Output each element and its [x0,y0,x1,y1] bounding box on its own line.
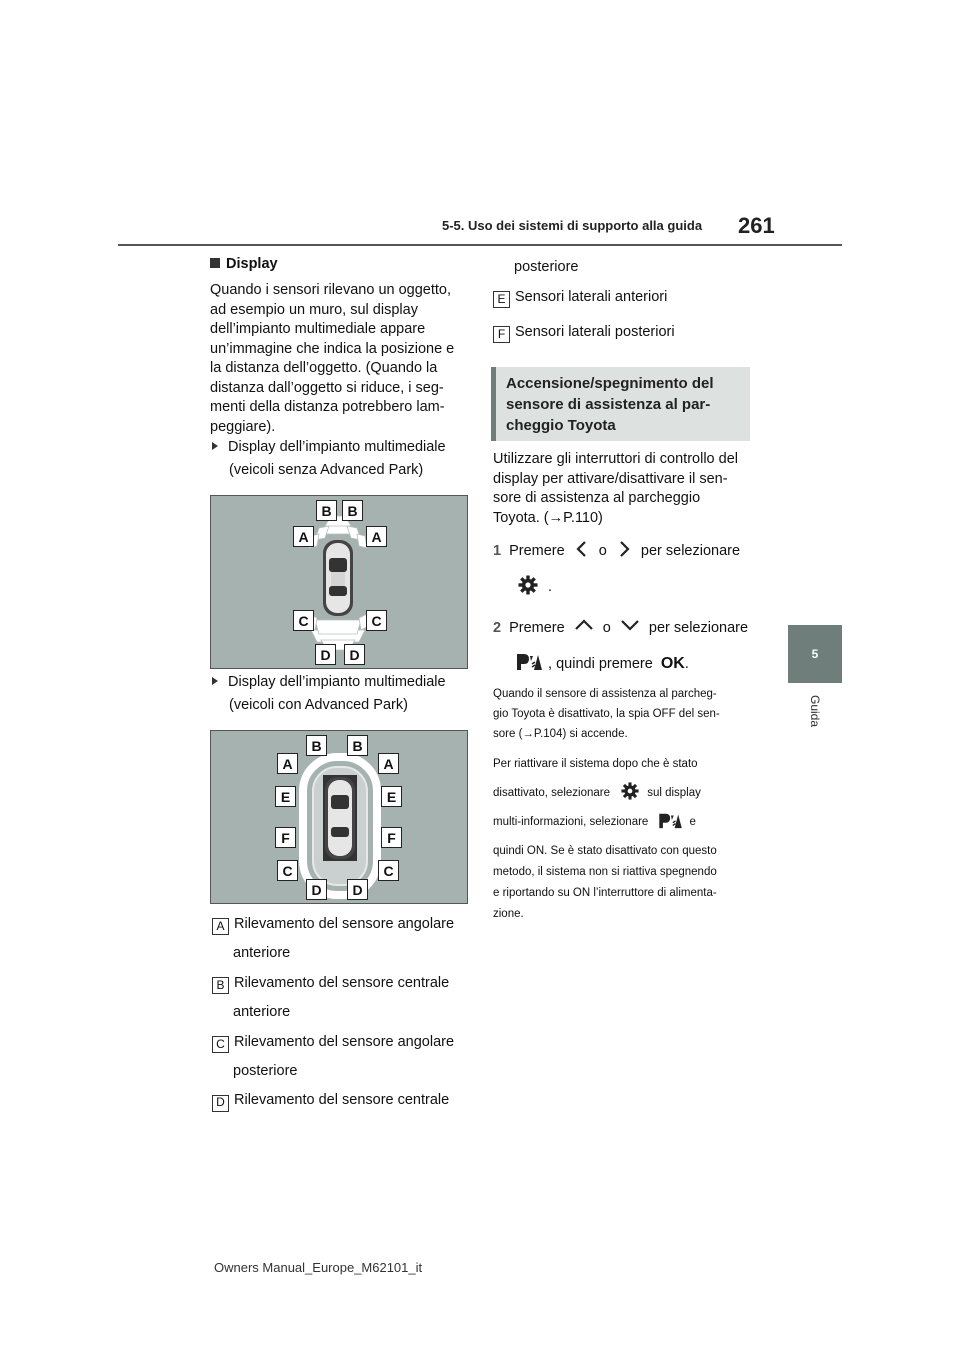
chapter-label: Guida [808,695,822,728]
legend-item-d: D Rilevamento del sensore centrale [212,1091,472,1111]
car-sensor-diagram-2 [211,731,467,903]
display-heading: Display [210,256,278,272]
label-c: C [293,610,314,631]
chevron-down-icon [620,618,640,632]
intro-paragraph: Utilizzare gli interruttori di controllo del display per attivare/disattivare il sen- sore di assistenza al parcheggio Toyota. (→P.110) [493,451,738,526]
step-1: 1 Premere o per selezionare [493,540,740,562]
note-2: Per riattivare il sistema dopo che è stato disattivato, selezionare sul display multi-informazioni, selezionare e quindi ON. Se è stato disattivato con questo metodo, il sistema non si riattiva spegnendo e riportando su ON l’interruttore di alimenta- zione. [493,758,717,920]
parking-sensor-icon [658,811,684,829]
section-title: 5-5. Uso dei sistemi di supporto alla guida [442,218,703,233]
triangle-bullet-icon [212,442,218,450]
label-d: D [344,644,365,665]
step-2-icon-line: , quindi premere OK. [516,651,689,675]
label-a: A [366,526,387,547]
label-d: D [306,879,327,900]
chevron-left-icon [575,540,589,558]
legend-item-e: E Sensori laterali anteriori [493,288,667,308]
step-2: 2 Premere o per selezionare [493,620,749,636]
chapter-number: 5 [811,647,819,661]
bullet-without-advanced-park: Display dell’impianto multimediale (veicoli senza Advanced Park) [212,438,446,480]
legend-list: A Rilevamento del sensore angolare anteriore B Rilevamento del sensore centrale anteriore C Rilevamento del sensore angolare posteriore D Rilevamento del sensore centrale [212,915,472,1112]
bullet-with-advanced-park: Display dell’impianto multimediale (veicoli con Advanced Park) [212,673,446,715]
label-f: F [275,827,296,848]
label-a: A [277,753,298,774]
label-a: A [378,753,399,774]
sensor-display-figure-1 [210,495,468,669]
ok-button-icon: OK [660,655,685,672]
chevron-up-icon [574,618,594,632]
label-c: C [378,860,399,881]
chapter-tab [788,625,842,683]
label-e: E [275,786,296,807]
legend-continuation: posteriore [514,259,579,275]
label-c: C [366,610,387,631]
legend-item-c: C Rilevamento del sensore angolare [212,1033,472,1053]
label-c: C [277,860,298,881]
square-bullet-icon [210,258,220,268]
legend-item-f: F Sensori laterali posteriori [493,323,675,343]
legend-item-a: A Rilevamento del sensore angolare [212,915,472,935]
legend-item-b: B Rilevamento del sensore centrale [212,974,472,994]
gear-icon [518,575,538,595]
parking-sensor-icon [516,651,544,671]
gear-icon [621,782,639,800]
label-f: F [381,827,402,848]
section-heading: Accensione/spegnimento del sensore di assistenza al par- cheggio Toyota [506,375,714,434]
car-sensor-diagram-1 [211,496,467,668]
label-b: B [347,735,368,756]
label-b: B [316,500,337,521]
section-heading-box [491,367,750,441]
label-b: B [342,500,363,521]
display-paragraph: Quando i sensori rilevano un oggetto, ad esempio un muro, sul display dell’impianto multimediale appare un’immagine che indica la posizione e la distanza dell’oggetto. (Quando la distanza dall’oggetto si riduce, i seg- menti della distanza potrebbero lam- peggiare). [210,282,455,435]
footer-manual-id: Owners Manual_Europe_M62101_it [214,1260,423,1275]
label-d: D [315,644,336,665]
label-a: A [293,526,314,547]
chevron-right-icon [617,540,631,558]
note-1: Quando il sensore di assistenza al parcheg- gio Toyota è disattivato, la spia OFF del sen- sore (→P.104) si accende. [493,688,720,740]
label-b: B [306,735,327,756]
label-e: E [381,786,402,807]
step-1-icon-line: . [518,575,552,598]
page-number: 261 [738,213,775,238]
label-d: D [347,879,368,900]
header-divider [118,244,842,246]
triangle-bullet-icon [212,677,218,685]
sensor-display-figure-2 [210,730,468,904]
